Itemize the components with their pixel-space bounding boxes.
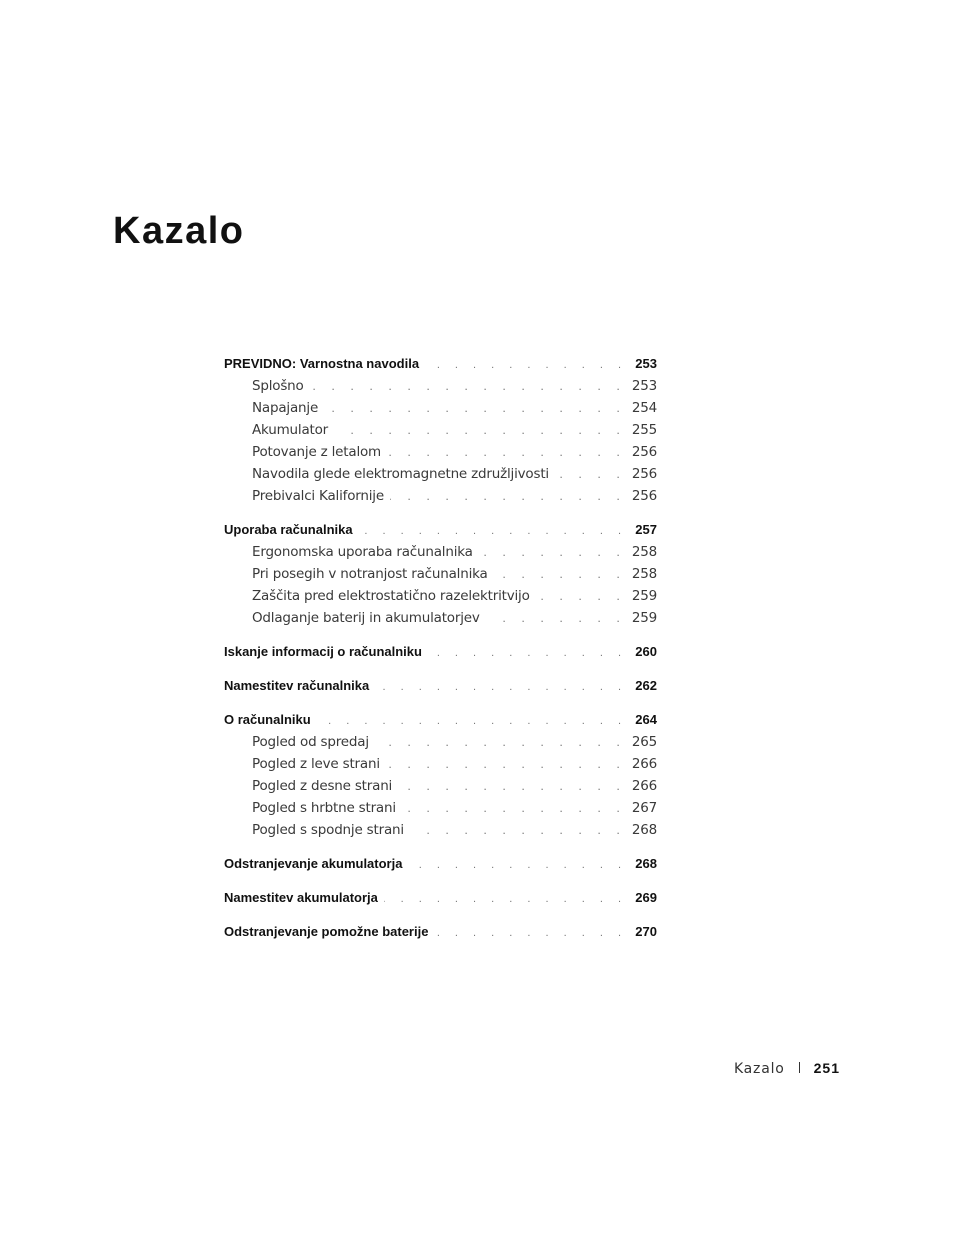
toc-entry-title: PREVIDNO: Varnostna navodila [224,356,420,371]
toc-leader-dots [402,798,626,819]
toc-subentry-title: Pogled s hrbtne strani [252,800,396,816]
toc-subentry-page: 258 [631,544,657,560]
toc-entry-page: 260 [635,644,657,659]
page-number: 251 [813,1060,840,1076]
toc-entry-page: 253 [635,356,657,371]
toc-entry-page: 268 [635,856,657,871]
toc-entry[interactable] [224,887,657,909]
toc-subentry-title: Potovanje z letalom [252,444,381,460]
toc-leader-dots [386,754,626,775]
toc-leader-dots [536,586,626,607]
toc-subentry[interactable] [224,485,657,507]
toc-leader-dots [334,420,626,441]
toc-section [224,641,657,663]
toc-leader-dots [434,922,627,943]
toc-leader-dots [317,710,627,731]
toc-subentry-title: Pogled z desne strani [252,778,393,794]
toc-leader-dots [428,642,627,663]
page-title: Kazalo [113,210,245,252]
toc-subentry[interactable] [224,441,657,463]
toc-subentry-page: 256 [631,466,657,482]
toc-section [224,353,657,507]
toc-leader-dots [425,354,627,375]
toc-subentry-page: 267 [631,800,657,816]
toc-entry-title: Odstranjevanje akumulatorja [224,856,403,871]
toc-section [224,887,657,909]
toc-entry-title: Iskanje informacij o računalniku [224,644,422,659]
toc-subitems [224,731,657,841]
toc-leader-dots [375,676,627,697]
toc-subentry[interactable] [224,607,657,629]
toc-entry[interactable] [224,353,657,375]
toc-subentry-title: Zaščita pred elektrostatično razelektritvijo [252,588,530,604]
table-of-contents [224,353,657,955]
toc-section [224,921,657,943]
toc-subentry-title: Pogled od spredaj [252,734,369,750]
toc-subentry-page: 266 [631,778,657,794]
toc-subentry-page: 253 [631,378,657,394]
toc-subentry-title: Pogled z leve strani [252,756,380,772]
toc-subentry-page: 259 [631,588,657,604]
toc-section [224,709,657,841]
toc-subentry[interactable] [224,585,657,607]
toc-entry-title: Namestitev akumulatorja [224,890,378,905]
toc-entry[interactable] [224,641,657,663]
toc-subentry-page: 256 [631,488,657,504]
toc-subentry-page: 268 [631,822,657,838]
toc-subitems [224,541,657,629]
toc-subentry[interactable] [224,541,657,563]
toc-entry-page: 257 [635,522,657,537]
toc-entry-page: 262 [635,678,657,693]
toc-entry-page: 269 [635,890,657,905]
toc-entry-title: Namestitev računalnika [224,678,370,693]
toc-leader-dots [375,732,626,753]
toc-subentry[interactable] [224,797,657,819]
toc-leader-dots [410,820,626,841]
toc-entry-title: Uporaba računalnika [224,522,353,537]
toc-entry[interactable] [224,709,657,731]
toc-subentry[interactable] [224,463,657,485]
toc-leader-dots [359,520,627,541]
toc-subentry-title: Pri posegih v notranjost računalnika [252,566,488,582]
toc-subentry-title: Akumulator [252,422,329,438]
toc-subentry[interactable] [224,375,657,397]
toc-entry[interactable] [224,675,657,697]
toc-leader-dots [324,398,626,419]
page-footer [734,1060,840,1077]
toc-leader-dots [479,542,626,563]
toc-entry[interactable] [224,921,657,943]
toc-subentry-title: Napajanje [252,400,319,416]
toc-entry-title: Odstranjevanje pomožne baterije [224,924,429,939]
toc-entry-page: 264 [635,712,657,727]
toc-leader-dots [398,776,626,797]
toc-subentry-title: Prebivalci Kalifornije [252,488,384,504]
toc-subentry[interactable] [224,397,657,419]
toc-subentry-page: 265 [631,734,657,750]
toc-leader-dots [310,376,626,397]
toc-subentry-title: Splošno [252,378,304,394]
toc-subentry-page: 266 [631,756,657,772]
toc-subentry[interactable] [224,563,657,585]
toc-subentry-page: 255 [631,422,657,438]
toc-subentry[interactable] [224,419,657,441]
toc-section [224,853,657,875]
toc-section [224,675,657,697]
toc-subentry[interactable] [224,731,657,753]
toc-leader-dots [555,464,626,485]
toc-subentry-title: Navodila glede elektromagnetne združljivosti [252,466,549,482]
toc-entry-page: 270 [635,924,657,939]
toc-subitems [224,375,657,507]
toc-subentry-page: 256 [631,444,657,460]
toc-subentry-title: Odlaganje baterij in akumulatorjev [252,610,480,626]
toc-section [224,519,657,629]
toc-subentry[interactable] [224,819,657,841]
toc-entry[interactable] [224,853,657,875]
toc-subentry-page: 258 [631,566,657,582]
toc-subentry[interactable] [224,753,657,775]
toc-leader-dots [486,608,626,629]
toc-subentry-page: 254 [631,400,657,416]
toc-leader-dots [408,854,627,875]
footer-separator [799,1062,800,1073]
toc-entry-title: O računalniku [224,712,311,727]
toc-subentry-title: Ergonomska uporaba računalnika [252,544,473,560]
toc-entry[interactable] [224,519,657,541]
toc-subentry[interactable] [224,775,657,797]
footer-label: Kazalo [733,1061,785,1077]
toc-leader-dots [384,888,627,909]
toc-leader-dots [387,442,626,463]
toc-subentry-title: Pogled s spodnje strani [252,822,404,838]
toc-leader-dots [494,564,626,585]
toc-subentry-page: 259 [631,610,657,626]
toc-leader-dots [390,486,626,507]
